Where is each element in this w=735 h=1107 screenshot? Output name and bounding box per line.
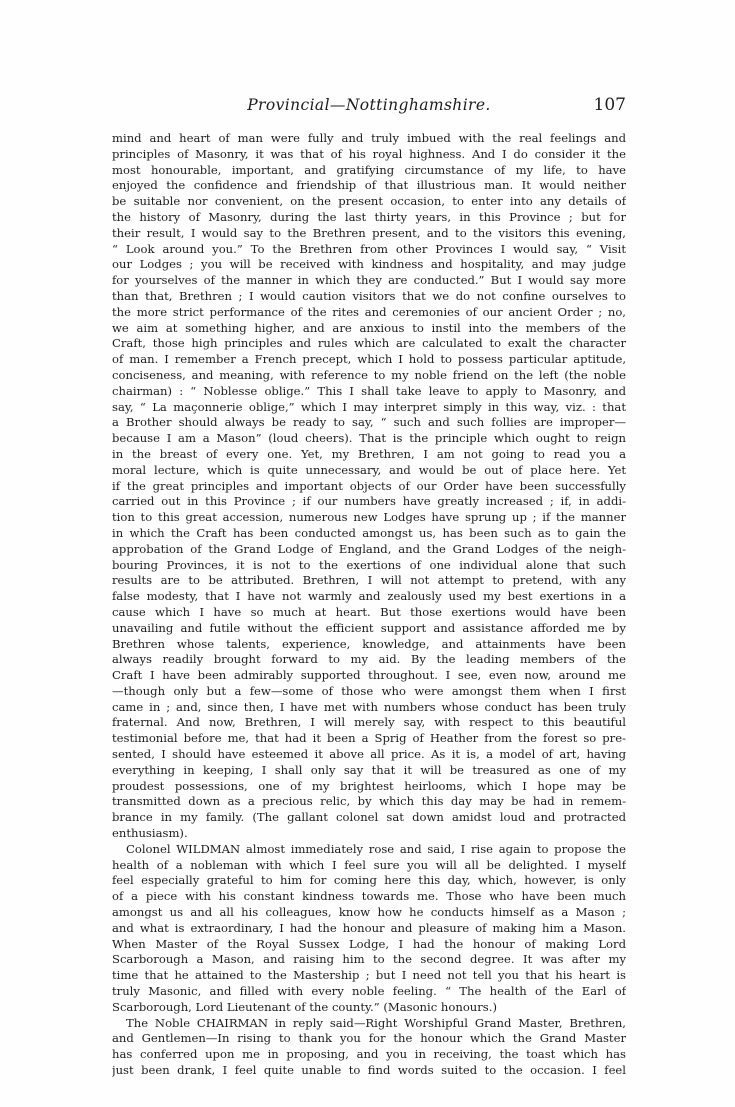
text-line: fraternal. And now, Brethren, I will merely say, with respect to this beautiful — [112, 715, 626, 730]
text-line: tion to this great accession, numerous new Lodges have sprung up ; if the manner — [112, 510, 626, 525]
page-number: 107 — [593, 95, 626, 115]
text-line: unavailing and futile without the efficient support and assistance afforded me by — [112, 620, 626, 635]
text-line: than that, Brethren ; I would caution visitors that we do not confine ourselves to — [112, 288, 626, 303]
text-line: —though only but a few—some of those who were amongst them when I first — [112, 683, 626, 698]
text-line: time that he attained to the Mastership ; but I need not tell you that his heart is — [112, 968, 626, 983]
page-header — [112, 96, 626, 120]
text-line: and Gentlemen—In rising to thank you for the honour which the Grand Master — [112, 1031, 626, 1046]
text-line: Craft, those high principles and rules which are calculated to exalt the character — [112, 336, 626, 351]
text-line: testimonial before me, that had it been a Sprig of Heather from the forest so pre- — [112, 731, 626, 746]
text-line: their result, I would say to the Brethren present, and to the visitors this evening, — [112, 225, 626, 240]
text-line: conciseness, and meaning, with reference to my noble friend on the left (the noble — [112, 367, 626, 382]
text-line: brance in my family. (The gallant colonel sat down amidst loud and protracted — [112, 810, 626, 825]
text-line: everything in keeping, I shall only say that it will be treasured as one of my — [112, 762, 626, 777]
text-line: Scarborough a Mason, and raising him to the second degree. It was after my — [112, 952, 626, 967]
text-line: a Brother should always be ready to say, “ such and such follies are improper— — [112, 415, 626, 430]
text-line: carried out in this Province ; if our numbers have greatly increased ; if, in addi- — [112, 494, 626, 509]
text-line: transmitted down as a precious relic, by which this day may be had in remem- — [112, 794, 626, 809]
text-line: cause which I have so much at heart. But those exertions would have been — [112, 604, 626, 619]
text-line: Scarborough, Lord Lieutenant of the county.” (Masonic honours.) — [112, 999, 497, 1014]
text-line: results are to be attributed. Brethren, I will not attempt to pretend, with any — [112, 573, 626, 588]
text-line: has conferred upon me in proposing, and you in receiving, the toast which has — [112, 1047, 626, 1062]
text-line: approbation of the Grand Lodge of England, and the Grand Lodges of the neigh- — [112, 541, 626, 556]
text-line: Colonel WILDMAN almost immediately rose and said, I rise again to propose the — [126, 841, 626, 856]
text-line: in which the Craft has been conducted amongst us, has been such as to gain the — [112, 525, 626, 540]
text-line: for yourselves of the manner in which they are conducted.” But I would say more — [112, 273, 626, 288]
text-line: our Lodges ; you will be received with kindness and hospitality, and may judge — [112, 257, 626, 272]
text-line: the more strict performance of the rites and ceremonies of our ancient Order ; no, — [112, 304, 626, 319]
text-line: enthusiasm). — [112, 826, 188, 841]
text-line: truly Masonic, and filled with every noble feeling. “ The health of the Earl of — [112, 984, 626, 999]
text-line: principles of Masonry, it was that of his royal highness. And I do consider it the — [112, 146, 626, 161]
text-line: we aim at something higher, and are anxious to instil into the members of the — [112, 320, 626, 335]
text-line: of man. I remember a French precept, which I hold to possess particular aptitude, — [112, 352, 626, 367]
paragraph — [112, 1016, 626, 1079]
text-line: the history of Masonry, during the last thirty years, in this Province ; but for — [112, 209, 626, 224]
text-line: The Noble CHAIRMAN in reply said—Right Worshipful Grand Master, Brethren, — [126, 1015, 626, 1030]
text-line: When Master of the Royal Sussex Lodge, I had the honour of making Lord — [112, 936, 626, 951]
text-line: because I am a Mason” (loud cheers). That is the principle which ought to reign — [112, 431, 626, 446]
text-line: feel especially grateful to him for coming here this day, which, however, is only — [112, 873, 626, 888]
text-line: proudest possessions, one of my brightest heirlooms, which I hope may be — [112, 778, 626, 793]
text-line: always readily brought forward to my aid. By the leading members of the — [112, 652, 626, 667]
text-line: of a piece with his constant kindness towards me. Those who have been much — [112, 889, 626, 904]
text-line: health of a nobleman with which I feel sure you will all be delighted. I myself — [112, 857, 626, 872]
paragraph — [112, 131, 626, 842]
body-text — [112, 131, 626, 1079]
text-line: bouring Provinces, it is not to the exertions of one individual alone that such — [112, 557, 626, 572]
text-line: chairman) : “ Noblesse oblige.” This I shall take leave to apply to Masonry, and — [112, 383, 626, 398]
text-line: came in ; and, since then, I have met with numbers whose conduct has been truly — [112, 699, 626, 714]
text-line: in the breast of every one. Yet, my Brethren, I am not going to read you a — [112, 446, 626, 461]
text-line: be suitable nor convenient, on the present occasion, to enter into any details of — [112, 194, 626, 209]
text-line: just been drank, I feel quite unable to find words suited to the occasion. I feel — [112, 1063, 626, 1078]
text-line: Craft I have been admirably supported throughout. I see, even now, around me — [112, 668, 626, 683]
text-line: amongst us and all his colleagues, know how he conducts himself as a Mason ; — [112, 905, 626, 920]
text-line: and what is extraordinary, I had the honour and pleasure of making him a Mason. — [112, 920, 626, 935]
text-line: mind and heart of man were fully and truly imbued with the real feelings and — [112, 131, 626, 145]
text-line: false modesty, that I have not warmly and zealously used my best exertions in a — [112, 589, 626, 604]
text-line: say, “ La maçonnerie oblige,” which I may interpret simply in this way, viz. : that — [112, 399, 626, 414]
text-line: most honourable, important, and gratifying circumstance of my life, to have — [112, 162, 626, 177]
text-line: if the great principles and important objects of our Order have been successfully — [112, 478, 626, 493]
text-line: “ Look around you.” To the Brethren from other Provinces I would say, “ Visit — [112, 241, 626, 256]
text-line: sented, I should have esteemed it above all price. As it is, a model of art, having — [112, 747, 626, 762]
text-line: enjoyed the confidence and friendship of that illustrious man. It would neither — [112, 178, 626, 193]
paragraph — [112, 842, 626, 1016]
running-title: Provincial—Nottinghamshire. — [247, 96, 491, 114]
text-line: Brethren whose talents, experience, knowledge, and attainments have been — [112, 636, 626, 651]
text-line: moral lecture, which is quite unnecessary, and would be out of place here. Yet — [112, 462, 626, 477]
